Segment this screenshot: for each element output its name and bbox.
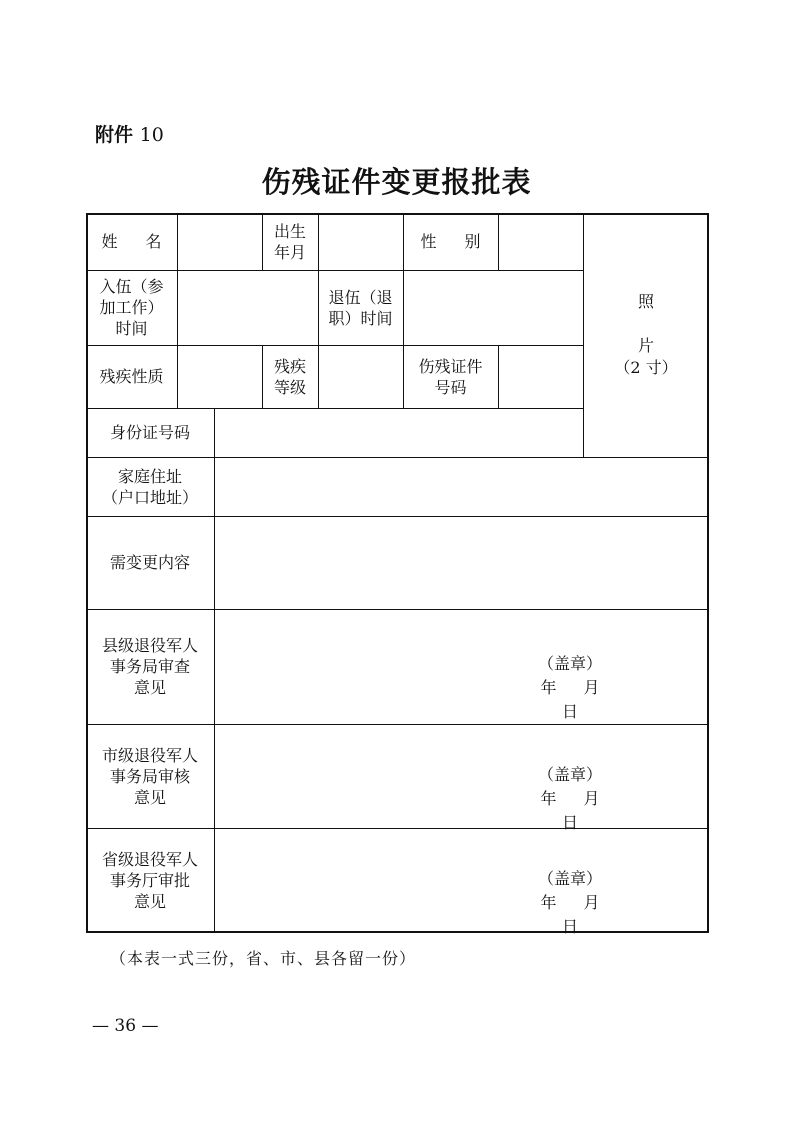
disability-grade-field[interactable] — [318, 345, 403, 408]
name-label: 姓名 — [101, 232, 190, 251]
photo-label-2: 片 — [637, 336, 654, 355]
disability-nature-label: 残疾性质 — [99, 367, 164, 386]
county-opinion-field[interactable] — [214, 609, 709, 724]
county-seal-block — [520, 652, 620, 724]
province-opinion-label: 省级退役军人 事务厅审批 意见 — [101, 850, 198, 911]
gender-field[interactable] — [498, 213, 583, 270]
id-number-label: 身份证号码 — [109, 423, 190, 442]
city-seal-block — [520, 763, 620, 835]
page-number: — 36 — — [92, 1016, 159, 1036]
attachment-label: 附件 10 — [95, 124, 164, 146]
photo-label-3: （2 寸） — [614, 358, 678, 377]
date-line: 年 月 日 — [540, 789, 600, 832]
id-number-field[interactable] — [214, 408, 583, 457]
cert-number-field[interactable] — [498, 345, 583, 408]
province-seal-block — [520, 867, 620, 939]
county-opinion-label: 县级退役军人 事务局审查 意见 — [101, 636, 198, 697]
province-opinion-field[interactable] — [214, 828, 709, 933]
seal-text: （盖章） — [537, 869, 602, 888]
birth-field[interactable] — [318, 213, 403, 270]
date-line: 年 月 日 — [540, 678, 600, 721]
city-opinion-field[interactable] — [214, 724, 709, 828]
name-field[interactable] — [177, 213, 262, 270]
change-content-field[interactable] — [214, 516, 709, 609]
gender-label: 性别 — [420, 232, 509, 251]
seal-text: （盖章） — [537, 765, 602, 784]
photo-box[interactable] — [583, 213, 709, 457]
cert-number-label: 伤残证件 号码 — [418, 356, 483, 397]
address-label: 家庭住址 （户口地址） — [101, 466, 198, 507]
retire-label: 退伍（退 职）时间 — [328, 287, 393, 328]
city-opinion-label: 市级退役军人 事务局审核 意见 — [101, 745, 198, 807]
address-field[interactable] — [214, 457, 709, 516]
attachment-number: 10 — [139, 124, 164, 146]
change-content-label: 需变更内容 — [109, 553, 190, 572]
seal-text: （盖章） — [537, 654, 602, 673]
retire-field[interactable] — [403, 270, 583, 345]
footer-note: （本表一式三份，省、市、县各留一份） — [110, 949, 417, 968]
disability-nature-field[interactable] — [177, 345, 262, 408]
disability-grade-label: 残疾 等级 — [273, 356, 306, 397]
page-title: 伤残证件变更报批表 — [261, 165, 532, 199]
date-line: 年 月 日 — [540, 893, 600, 936]
photo-label-1: 照 — [637, 292, 654, 311]
birth-label: 出生 年月 — [273, 221, 306, 262]
enlist-field[interactable] — [177, 270, 318, 345]
enlist-label: 入伍（参 加工作） 时间 — [99, 277, 164, 338]
